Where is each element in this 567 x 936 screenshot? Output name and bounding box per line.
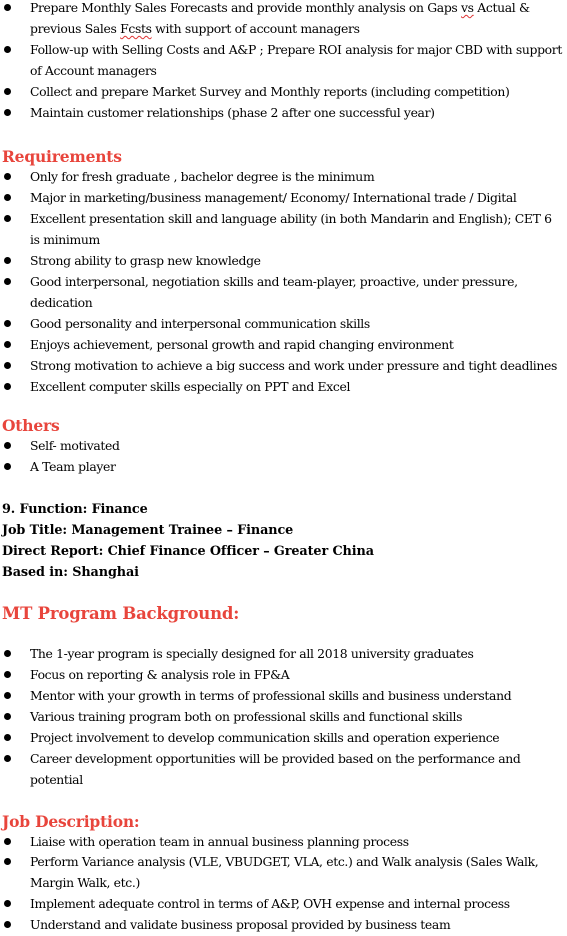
list-item <box>0 377 567 398</box>
item-text: A Team player <box>30 459 116 475</box>
list-item <box>0 852 567 894</box>
job-description-list <box>0 832 567 936</box>
list-item <box>0 457 567 478</box>
bullet-icon <box>4 713 11 720</box>
list-item <box>0 894 567 915</box>
item-text: Follow-up with Selling Costs and A&P ; Prepare ROI analysis for major CBD with support of Account managers <box>30 41 562 78</box>
list-item <box>0 335 567 356</box>
bullet-icon <box>4 383 11 390</box>
bullet-icon <box>4 173 11 180</box>
bullet-icon <box>4 650 11 657</box>
bullet-icon <box>4 109 11 116</box>
list-item <box>0 356 567 377</box>
bullet-icon <box>4 341 11 348</box>
list-item <box>0 915 567 936</box>
item-text: Excellent computer skills especially on PPT and Excel <box>30 378 351 394</box>
list-item <box>0 728 567 749</box>
list-item <box>0 167 567 188</box>
list-item <box>0 707 567 728</box>
item-text-part: Actual & previous Sales <box>30 0 530 36</box>
direct-report: Direct Report: Chief Finance Officer – Greater China <box>2 544 374 560</box>
list-item <box>0 251 567 272</box>
item-text-part: Prepare Monthly Sales Forecasts and provide monthly analysis on Gaps <box>30 0 462 15</box>
bullet-icon <box>4 858 11 865</box>
list-item <box>0 272 567 314</box>
item-text: Strong motivation to achieve a big success and work under pressure and tight deadlines <box>30 357 558 373</box>
bullet-icon <box>4 4 11 11</box>
item-text: Excellent presentation skill and language ability (in both Mandarin and English); CET 6 is minimum <box>30 211 552 248</box>
bullet-icon <box>4 320 11 327</box>
bullet-icon <box>4 692 11 699</box>
item-text: Project involvement to develop communication skills and operation experience <box>30 729 500 745</box>
list-item <box>0 832 567 853</box>
item-text-part: with support of account managers <box>151 20 360 36</box>
item-text: Enjoys achievement, personal growth and rapid changing environment <box>30 336 454 352</box>
list-item <box>0 644 567 665</box>
item-text: Only for fresh graduate , bachelor degree is the minimum <box>30 169 375 185</box>
list-item <box>0 665 567 686</box>
item-text: Focus on reporting & analysis role in FP&A <box>30 667 290 683</box>
list-item <box>0 82 567 103</box>
list-item <box>0 686 567 707</box>
bullet-icon <box>4 755 11 762</box>
list-item <box>0 314 567 335</box>
bullet-icon <box>4 734 11 741</box>
item-text-part: Fcsts <box>120 20 152 36</box>
bullet-icon <box>4 362 11 369</box>
item-text: Maintain customer relationships (phase 2 after one successful year) <box>30 104 435 120</box>
item-text: Implement adequate control in terms of A&P, OVH expense and internal process <box>30 896 510 912</box>
job-title: Job Title: Management Trainee – Finance <box>2 523 294 539</box>
item-text: Self- motivated <box>30 438 120 454</box>
item-text: Good personality and interpersonal communication skills <box>30 315 370 331</box>
item-text: Strong ability to grasp new knowledge <box>30 253 261 269</box>
bullet-icon <box>4 921 11 928</box>
list-item <box>0 103 567 124</box>
list-item <box>0 0 567 40</box>
bullet-icon <box>4 671 11 678</box>
requirements-heading: Requirements <box>2 147 122 167</box>
bullet-icon <box>4 194 11 201</box>
job-function: 9. Function: Finance <box>2 502 148 518</box>
bullet-icon <box>4 463 11 470</box>
bullet-icon <box>4 838 11 845</box>
top-bullet-list <box>0 0 567 123</box>
item-text: Major in marketing/business management/ Economy/ International trade / Digital <box>30 190 517 206</box>
item-text-part: vs <box>461 0 474 15</box>
bullet-icon <box>4 442 11 449</box>
item-text: The 1-year program is specially designed for all 2018 university graduates <box>30 646 474 662</box>
list-item <box>0 40 567 82</box>
others-list <box>0 436 567 478</box>
requirements-list <box>0 167 567 397</box>
item-text: Perform Variance analysis (VLE, VBUDGET, VLA, etc.) and Walk analysis (Sales Walk, Margin Walk, etc.) <box>30 854 539 891</box>
bullet-icon <box>4 46 11 53</box>
item-text: Understand and validate business proposal provided by business team <box>30 917 451 933</box>
based-in: Based in: Shanghai <box>2 565 139 581</box>
item-text: Mentor with your growth in terms of professional skills and business understand <box>30 688 512 704</box>
item-text: Good interpersonal, negotiation skills and team-player, proactive, under pressure, dedication <box>30 273 518 310</box>
list-item <box>0 209 567 251</box>
mt-program-heading: MT Program Background: <box>2 604 240 624</box>
item-text: Various training program both on professional skills and functional skills <box>30 708 463 724</box>
bullet-icon <box>4 88 11 95</box>
bullet-icon <box>4 278 11 285</box>
mt-program-list <box>0 644 567 790</box>
others-heading: Others <box>2 416 60 436</box>
list-item <box>0 188 567 209</box>
item-text: Collect and prepare Market Survey and Monthly reports (including competition) <box>30 83 510 99</box>
job-info-block <box>0 499 567 583</box>
job-description-heading: Job Description: <box>2 811 140 831</box>
bullet-icon <box>4 257 11 264</box>
list-item <box>0 749 567 791</box>
bullet-icon <box>4 900 11 907</box>
item-text: Liaise with operation team in annual business planning process <box>30 833 409 849</box>
bullet-icon <box>4 215 11 222</box>
list-item <box>0 436 567 457</box>
item-text: Career development opportunities will be provided based on the performance and potential <box>30 750 521 787</box>
